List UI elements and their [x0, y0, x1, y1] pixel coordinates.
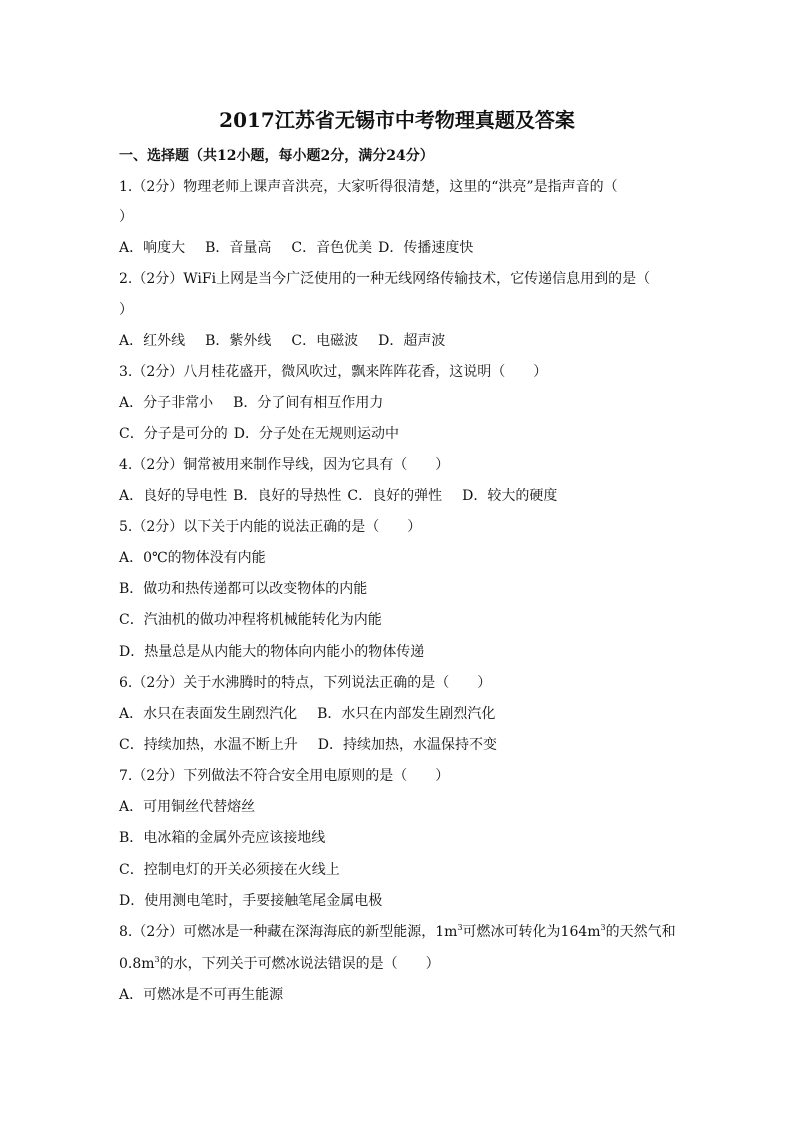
superscript: 3 — [457, 923, 463, 932]
section-header: 一、选择题（共12小题，每小题2分，满分24分） — [119, 148, 434, 164]
option-b: B．做功和热传递都可以改变物体的内能 — [119, 581, 368, 597]
option-b: B．紫外线 — [205, 333, 272, 349]
option-c: C．汽油机的做功冲程将机械能转化为内能 — [119, 612, 382, 628]
question-8-stem-cont-part2: 的水，下列关于可燃冰说法错误的是（ ） — [159, 956, 440, 972]
superscript: 3 — [600, 923, 606, 932]
question-8-stem-cont — [119, 955, 440, 973]
question-2-stem: 2.（2分）WiFi上网是当今广泛使用的一种无线网络传输技术，它传递信息用到的是（ — [119, 271, 651, 287]
option-c: C．音色优美 — [291, 240, 373, 256]
question-8-stem — [119, 923, 676, 941]
option-d: D．传播速度快 — [378, 240, 474, 256]
question-1-stem-cont: ） — [119, 209, 133, 225]
option-a: A．分子非常小 — [119, 395, 214, 411]
question-6-stem: 6.（2分）关于水沸腾时的特点，下列说法正确的是（ ） — [119, 675, 492, 691]
option-d: D．热量总是从内能大的物体向内能小的物体传递 — [119, 644, 425, 660]
question-4-stem: 4.（2分）铜常被用来制作导线，因为它具有（ ） — [119, 457, 450, 473]
question-6-options-row2 — [119, 736, 497, 754]
option-d: D．持续加热，水温保持不变 — [317, 737, 497, 753]
option-c: C．持续加热，水温不断上升 — [119, 737, 298, 753]
option-d: D．分子处在无规则运动中 — [233, 426, 399, 442]
page-title: 2017江苏省无锡市中考物理真题及答案 — [219, 108, 575, 132]
question-2-stem-cont: ） — [119, 302, 133, 318]
option-a: A．水只在表面发生剧烈汽化 — [119, 706, 298, 722]
question-8-stem-part3: 的天然气和 — [605, 924, 676, 940]
option-b: B．电冰箱的金属外壳应该接地线 — [119, 830, 326, 846]
question-1-options — [119, 239, 473, 257]
option-d: D．超声波 — [378, 333, 446, 349]
option-c: C．分子是可分的 — [119, 426, 228, 442]
question-1-stem: 1.（2分）物理老师上课声音洪亮，大家听得很清楚，这里的“洪亮”是指声音的（ — [119, 179, 618, 195]
question-8-stem-cont-part1: 0.8m — [119, 956, 155, 972]
option-c: C．良好的弹性 — [347, 488, 443, 504]
question-3-options-row1 — [119, 394, 383, 412]
question-4-options — [119, 487, 557, 505]
option-c: C．控制电灯的开关必须接在火线上 — [119, 862, 340, 878]
option-a: A．可燃冰是不可再生能源 — [119, 987, 284, 1003]
question-2-options — [119, 332, 445, 350]
option-b: B．良好的导热性 — [233, 488, 342, 504]
question-8-stem-part1: 8.（2分）可燃冰是一种藏在深海海底的新型能源，1m — [119, 924, 458, 940]
question-3-stem: 3.（2分）八月桂花盛开，微风吹过，飘来阵阵花香，这说明（ ） — [119, 364, 548, 380]
option-d: D．较大的硬度 — [462, 488, 558, 504]
superscript: 3 — [154, 955, 160, 964]
question-7-stem: 7.（2分）下列做法不符合安全用电原则的是（ ） — [119, 768, 450, 784]
option-a: A．红外线 — [119, 333, 186, 349]
option-a: A．良好的导电性 — [119, 488, 228, 504]
option-b: B．水只在内部发生剧烈汽化 — [317, 706, 496, 722]
option-a: A．0℃的物体没有内能 — [119, 550, 266, 566]
option-b: B．音量高 — [205, 240, 272, 256]
question-5-stem: 5.（2分）以下关于内能的说法正确的是（ ） — [119, 519, 422, 535]
question-6-options-row1 — [119, 705, 495, 723]
question-3-options-row2 — [119, 425, 399, 443]
option-d: D．使用测电笔时，手要接触笔尾金属电极 — [119, 893, 383, 909]
option-a: A．响度大 — [119, 240, 186, 256]
option-c: C．电磁波 — [291, 333, 359, 349]
question-8-stem-part2: 可燃冰可转化为164m — [462, 924, 601, 940]
option-a: A．可用铜丝代替熔丝 — [119, 799, 256, 815]
option-b: B．分了间有相互作用力 — [233, 395, 384, 411]
